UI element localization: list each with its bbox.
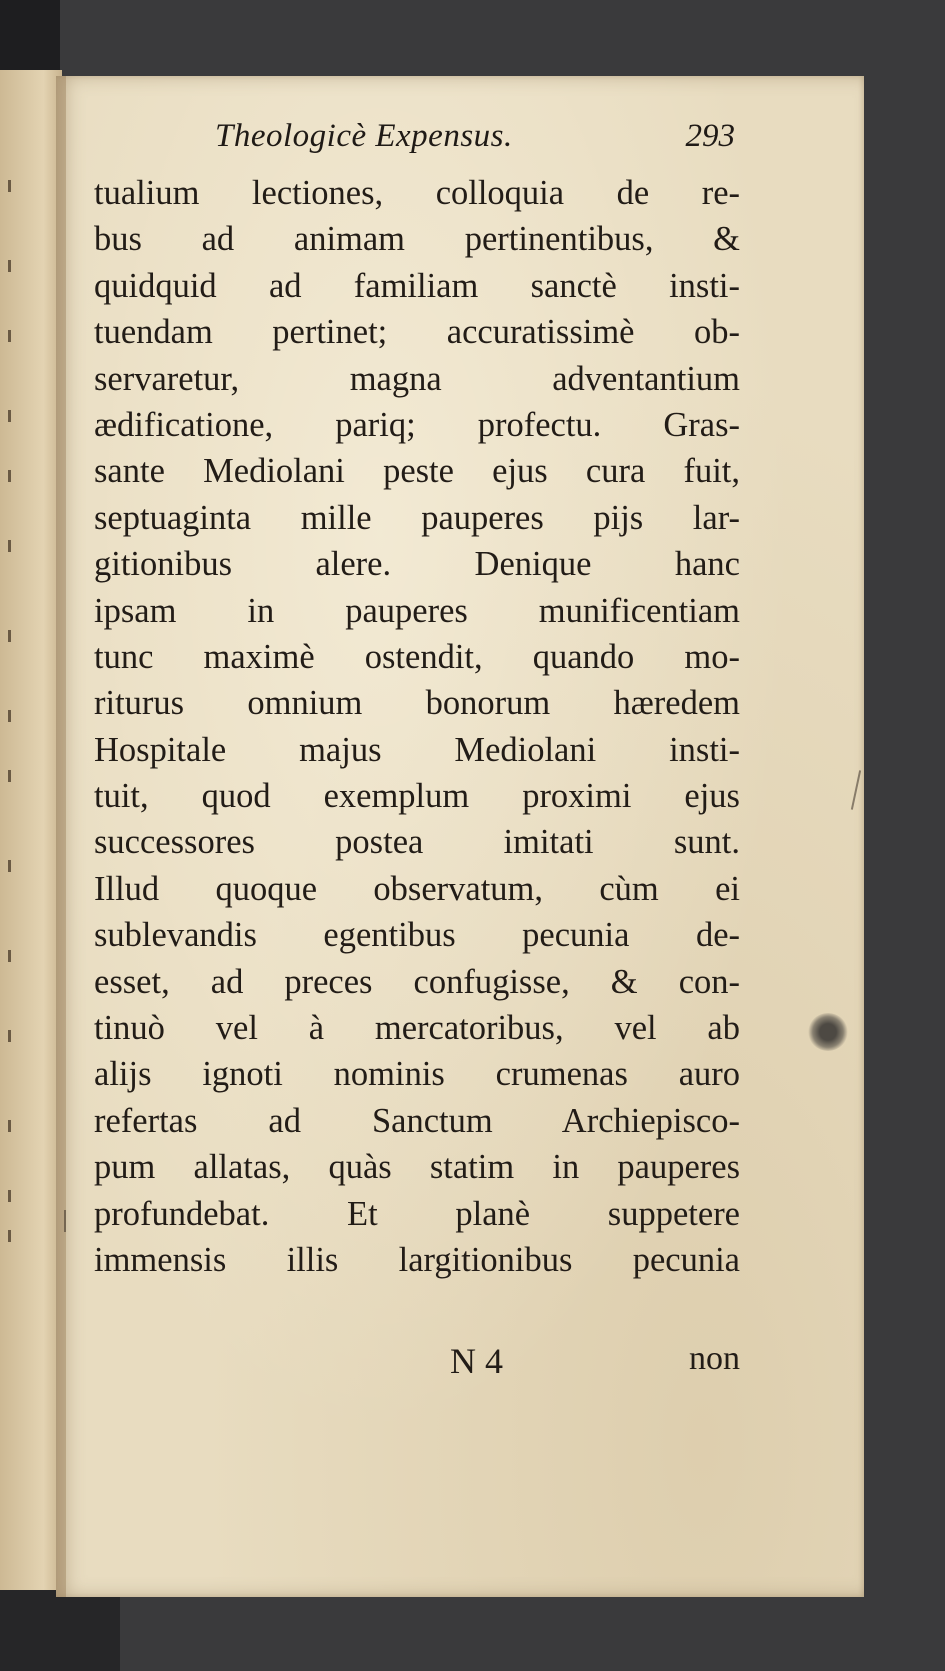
text-line: tunc maximè ostendit, quando mo- xyxy=(94,637,740,676)
text-line: tinuò vel à mercatoribus, vel ab xyxy=(94,1009,740,1048)
text-line: alijs ignoti nominis crumenas auro xyxy=(94,1055,740,1094)
ink-stain xyxy=(808,1013,848,1051)
text-line: tuendam pertinet; accuratissimè ob- xyxy=(94,313,740,352)
page-body-text xyxy=(94,170,740,1283)
text-line: bus ad animam pertinentibus, & xyxy=(94,220,740,259)
text-line: successores postea imitati sunt. xyxy=(94,823,740,862)
bleed-mark xyxy=(8,180,11,192)
text-line: servaretur, magna adventantium xyxy=(94,359,740,398)
text-line: sante Mediolani peste ejus cura fuit, xyxy=(94,452,740,491)
bleed-mark xyxy=(8,1120,11,1132)
text-line: esset, ad preces confugisse, & con- xyxy=(94,962,740,1001)
bleed-mark xyxy=(8,330,11,342)
text-line: pum allatas, quàs statim in pauperes xyxy=(94,1148,740,1187)
bleed-mark xyxy=(8,470,11,482)
text-line: Hospitale majus Mediolani insti- xyxy=(94,730,740,769)
bleed-mark xyxy=(8,540,11,552)
text-line: quidquid ad familiam sanctè insti- xyxy=(94,266,740,305)
text-line: profundebat. Et planè suppetere xyxy=(94,1194,740,1233)
bleed-mark xyxy=(8,770,11,782)
bleed-mark xyxy=(8,260,11,272)
bleed-mark xyxy=(8,950,11,962)
bleed-mark xyxy=(8,860,11,872)
bleed-mark xyxy=(8,1030,11,1042)
bleed-mark xyxy=(8,1230,11,1242)
text-line: tualium lectiones, colloquia de re- xyxy=(94,174,740,212)
bleed-mark xyxy=(8,410,11,422)
text-line: refertas ad Sanctum Archiepisco- xyxy=(94,1101,740,1140)
page-number: 293 xyxy=(685,118,735,154)
book-cover-edge-bottom xyxy=(0,1590,120,1671)
text-line: gitionibus alere. Denique hanc xyxy=(94,545,740,584)
catchword: non xyxy=(689,1340,740,1377)
text-line: Illud quoque observatum, cùm ei xyxy=(94,869,740,908)
text-line: immensis illis largitionibus pecunia xyxy=(94,1240,740,1279)
page-footer xyxy=(450,1340,740,1390)
text-line: sublevandis egentibus pecunia de- xyxy=(94,916,740,955)
text-line: septuaginta mille pauperes pijs lar- xyxy=(94,498,740,537)
text-line: ædificatione, pariq; profectu. Gras- xyxy=(94,405,740,444)
signature-mark: N 4 xyxy=(450,1341,503,1381)
bleed-mark xyxy=(8,1190,11,1202)
bleed-mark xyxy=(8,710,11,722)
paper-scratch xyxy=(64,1210,66,1232)
book-cover-edge xyxy=(0,0,60,75)
running-title: Theologicè Expensus. xyxy=(215,118,513,154)
text-line: riturus omnium bonorum hæredem xyxy=(94,684,740,723)
text-line: tuit, quod exemplum proximi ejus xyxy=(94,777,740,816)
bleed-mark xyxy=(8,630,11,642)
page-gutter xyxy=(56,76,66,1597)
text-line: ipsam in pauperes munificentiam xyxy=(94,591,740,630)
page-header xyxy=(215,118,735,166)
facing-page-edge xyxy=(0,70,62,1590)
